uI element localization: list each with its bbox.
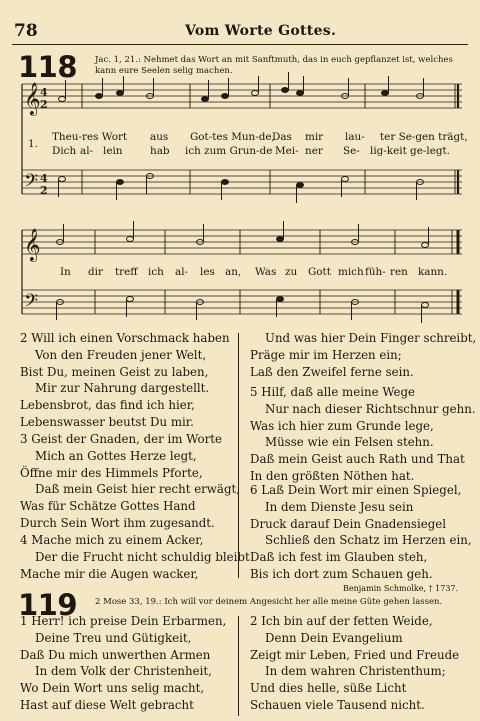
hymn-119-verse-1 bbox=[20, 613, 226, 714]
verse-line: Präge mir im Herzen ein; bbox=[250, 347, 402, 362]
verse-line: Bist Du, meinen Geist zu laben, bbox=[20, 364, 209, 379]
verse-line: 6 Laß Dein Wort mir einen Spiegel, bbox=[250, 483, 462, 497]
lyric-word: ich bbox=[148, 266, 164, 278]
verse-line: Bis ich dort zum Schauen geh. bbox=[250, 566, 433, 581]
hymn-118-verse-6 bbox=[250, 482, 472, 583]
lyric-word: al- bbox=[175, 266, 189, 278]
lyric-word: aus bbox=[150, 131, 169, 143]
verse-line: 4 Mache mich zu einem Acker, bbox=[20, 533, 204, 547]
lyric-word: ren bbox=[390, 266, 408, 278]
verse-line: Daß mein Geist auch Rath und That bbox=[250, 452, 465, 467]
lyric-word: treff bbox=[115, 266, 138, 278]
verse-line: Durch Sein Wort ihm zugesandt. bbox=[20, 515, 215, 530]
running-title: Vom Worte Gottes. bbox=[185, 23, 337, 39]
hymn-119-verse-2 bbox=[250, 613, 459, 714]
lyric-word: Das bbox=[272, 131, 292, 143]
svg-text:𝄞: 𝄞 bbox=[24, 82, 41, 115]
verse-line: Mir zur Nahrung dargestellt. bbox=[35, 381, 210, 396]
verse-line: Zeigt mir Leben, Fried und Freude bbox=[250, 647, 460, 662]
lyric-word: lein bbox=[103, 145, 123, 157]
verse-line: 3 Geist der Gnaden, der im Worte bbox=[20, 432, 223, 446]
lyric-word: Dich bbox=[52, 145, 77, 157]
verse-line: Was ich hier zum Grunde lege, bbox=[250, 418, 434, 433]
verse-line: Und was hier Dein Finger schreibt, bbox=[265, 331, 477, 345]
hymn-119-scripture-reference: 2 Mose 33, 19.: Ich will vor deinem Angesicht her alle meine Güte gehen lassen. bbox=[95, 597, 443, 607]
lyric-word: an, bbox=[225, 266, 242, 278]
lyric-word: hab bbox=[150, 145, 170, 157]
lyric-word: lig-keit ge-legt. bbox=[370, 145, 450, 157]
hymn-119-number: 119 bbox=[18, 588, 78, 622]
lyric-word: Was bbox=[255, 266, 277, 278]
hymn-118-verse-2 bbox=[20, 330, 230, 431]
lyric-word: füh- bbox=[365, 266, 386, 278]
lyric-word: ner bbox=[305, 145, 323, 157]
hymn-118-verse-5 bbox=[250, 384, 476, 485]
verse-line: Müsse wie ein Felsen stehn. bbox=[265, 435, 434, 450]
verse-line: Mache mir die Augen wacker, bbox=[20, 566, 199, 581]
lyric-word: Got-tes Mun-de, bbox=[190, 131, 275, 143]
verse-line: In dem wahren Christenthum; bbox=[265, 664, 446, 679]
lyric-word: dir bbox=[88, 266, 103, 278]
lyric-word: In bbox=[60, 266, 71, 278]
verse-line: Wo Dein Wort uns selig macht, bbox=[20, 681, 205, 696]
hymn-118-verse-4 bbox=[20, 532, 250, 582]
lyric-word: mir bbox=[305, 131, 324, 143]
verse-line: In den größten Nöthen hat. bbox=[250, 468, 415, 483]
svg-text:2: 2 bbox=[40, 184, 48, 197]
verse-line: Deine Treu und Gütigkeit, bbox=[35, 630, 192, 645]
lyric-word: les bbox=[200, 266, 215, 278]
lyric-word: al- bbox=[80, 145, 94, 157]
verse-line: Daß ich fest im Glauben steh, bbox=[250, 550, 428, 565]
lyric-word: ter Se-gen trägt, bbox=[380, 131, 468, 143]
svg-text:4: 4 bbox=[40, 86, 48, 99]
lyric-word: Se- bbox=[343, 145, 360, 157]
verse-line: Laß den Zweifel ferne sein. bbox=[250, 364, 414, 379]
lyric-word: Gott bbox=[308, 266, 331, 278]
lyric-word: Theu-res Wort bbox=[52, 131, 128, 143]
svg-text:𝄞: 𝄞 bbox=[24, 228, 41, 261]
column-divider bbox=[238, 333, 239, 578]
verse-line: Nur nach dieser Richtschnur gehn. bbox=[265, 401, 476, 416]
verse-line: Schließ den Schatz im Herzen ein, bbox=[265, 533, 472, 548]
verse-line: Öffne mir des Himmels Pforte, bbox=[20, 465, 203, 480]
verse-line: 2 Will ich einen Vorschmack haben bbox=[20, 331, 230, 345]
verse-line: Von den Freuden jener Welt, bbox=[35, 347, 207, 362]
verse-label: 1. bbox=[28, 138, 38, 150]
verse-line: Daß Du mich unwerthen Armen bbox=[20, 647, 211, 662]
verse-line: Mich an Gottes Herze legt, bbox=[35, 448, 197, 463]
svg-text:𝄢: 𝄢 bbox=[24, 291, 39, 316]
verse-line: 2 Ich bin auf der fetten Weide, bbox=[250, 614, 433, 628]
verse-line: Daß mein Geist hier recht erwägt, bbox=[35, 482, 240, 497]
svg-text:𝄢: 𝄢 bbox=[24, 171, 39, 196]
verse-line: Lebenswasser beutst Du mir. bbox=[20, 414, 194, 429]
lyric-word: mich bbox=[338, 266, 364, 278]
lyric-word: ich zum Grun-de bbox=[185, 145, 273, 157]
verse-line: Denn Dein Evangelium bbox=[265, 630, 403, 645]
lyric-word: zu bbox=[285, 266, 298, 278]
verse-line: Schauen viele Tausend nicht. bbox=[250, 697, 425, 712]
hymn-118-verse-4-cont bbox=[250, 330, 476, 380]
svg-text:4: 4 bbox=[40, 172, 48, 185]
verse-line: 5 Hilf, daß alle meine Wege bbox=[250, 385, 416, 399]
lyric-word: lau- bbox=[345, 131, 365, 143]
lyric-word: kann. bbox=[418, 266, 448, 278]
hymn-118-number: 118 bbox=[18, 50, 78, 84]
svg-text:2: 2 bbox=[40, 98, 48, 111]
verse-line: Der die Frucht nicht schuldig bleibt bbox=[35, 549, 250, 564]
hymn-118-scripture-reference: Jac. 1, 21.: Nehmet das Wort an mit Sanftmuth, das in euch gepflanzet ist, welches kann eure Seelen selig machen. bbox=[95, 55, 453, 76]
verse-line: Und dies helle, süße Licht bbox=[250, 681, 407, 696]
hymn-118-music-notation bbox=[0, 0, 480, 330]
hymn-118-author: Benjamin Schmolke, † 1737. bbox=[343, 584, 459, 593]
column-divider bbox=[238, 616, 239, 716]
verse-line: In dem Dienste Jesu sein bbox=[265, 499, 414, 514]
hymn-118-verse-3 bbox=[20, 431, 240, 532]
verse-line: Lebensbrot, das find ich hier, bbox=[20, 398, 195, 413]
verse-line: 1 Herr! ich preise Dein Erbarmen, bbox=[20, 614, 227, 628]
verse-line: Hast auf diese Welt gebracht bbox=[20, 697, 194, 712]
lyric-word: Mei- bbox=[275, 145, 299, 157]
verse-line: Druck darauf Dein Gnadensiegel bbox=[250, 516, 447, 531]
verse-line: In dem Volk der Christenheit, bbox=[35, 664, 212, 679]
page-number: 78 bbox=[14, 21, 38, 41]
verse-line: Was für Schätze Gottes Hand bbox=[20, 499, 196, 514]
